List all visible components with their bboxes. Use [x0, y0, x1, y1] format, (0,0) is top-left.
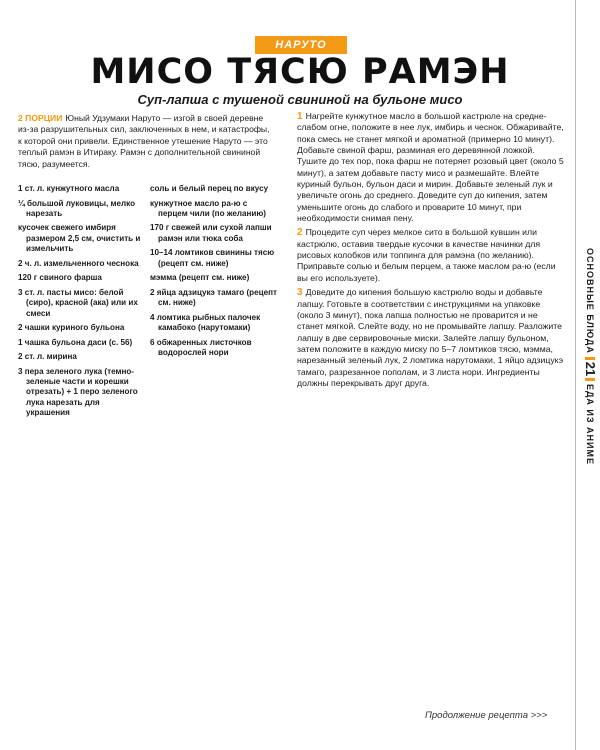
ingredient-item: соль и белый перец по вкусу — [150, 184, 269, 193]
ingredient-item: 2 ч. л. измельченного чеснока — [18, 258, 139, 268]
ingredient-item: 170 г свежей или сухой лапши рамэн или тюка соба — [150, 223, 272, 243]
intro-text: Юный Удзумаки Наруто — изгой в своей деревне из-за разрушительных сил, заключенных в нем, и катастрофы, к которой они привели. Единственное утешение Наруто — это теплый рамэн в Итираку. Рамэн с дополнительной свининой тясю, разумеется. — [18, 113, 270, 169]
ingredient-item: ¼ большой луковицы, мелко нарезать — [18, 198, 136, 218]
ingredient-item: 3 пера зеленого лука (темно-зеленые части и корешки отрезать) + 1 перо зеленого лука нарезать для украшения — [18, 366, 138, 418]
step-1 — [297, 111, 565, 224]
portions-label: 2 ПОРЦИИ — [18, 113, 63, 123]
step-number: 3 — [297, 287, 303, 299]
side-divider — [575, 0, 576, 750]
ingredient-item: мэмма (рецепт см. ниже) — [150, 273, 250, 283]
ingredient-item: 2 ст. л. мирина — [18, 352, 77, 362]
ingredient-item: 1 чашка бульона даси (с. 56) — [18, 337, 133, 347]
step-3 — [297, 287, 565, 389]
ingredient-item: 3 ст. л. пасты мисо: белой (сиро), красной (ака) или их смеси — [18, 287, 138, 318]
ingredient-item: 2 яйца адзицукэ тамаго (рецепт см. ниже) — [150, 287, 277, 308]
ingredient-item: 10–14 ломтиков свинины тясю (рецепт см. ниже) — [150, 248, 275, 268]
recipe-subtitle: Суп-лапша с тушеной свининой на бульоне мисо — [137, 92, 463, 107]
ingredient-item: 120 г свиного фарша — [18, 273, 102, 283]
step-text: Доведите до кипения большую кастрюлю воды и добавьте лапшу. Готовьте в соответствии с инструкциями на упаковке (около 3 минут), пока лапша полностью не проварится и не станет мягкой. Слейте воду, но не промывайте лапшу. Разложите лапшу в две сервировочные миски. Залейте лапшу бульоном, затем положите в каждую миску по 5–7 ломтиков тясю, мэмма, нарезанный зеленый лук, 2 ломтика нарутомаки, 1 яйцо адзицукэ тамаго, разрезанное пополам, и 3 листа нори. Ингредиенты должны перекрывать друг друга. — [297, 287, 564, 388]
ingredient-item: 1 ст. л. кунжутного масла — [18, 184, 120, 193]
ingredients-list-left — [18, 184, 145, 423]
ingredient-item: кунжутное масло ра-ю с перцем чили (по желанию) — [150, 198, 267, 218]
section-label: ОСНОВНЫЕ БЛЮДА — [585, 248, 595, 354]
ingredient-item: 2 чашки куриного бульона — [18, 323, 125, 333]
recipe-source-badge: НАРУТО — [255, 36, 347, 54]
recipe-title: МИСО ТЯСЮ РАМЭН — [90, 52, 510, 92]
step-number: 1 — [297, 111, 303, 122]
ingredient-item: 4 ломтика рыбных палочек камабоко (нарутомаки) — [150, 312, 261, 333]
page-number — [583, 360, 597, 378]
step-number: 2 — [297, 227, 303, 239]
step-text: Нагрейте кунжутное масло в большой кастрюле на средне-слабом огне, положите в нее лук, имбирь и чеснок. Обжаривайте, пока смесь не станет мягкой и ароматной (примерно 10 минут). Добавьте свиной фарш, разминая его деревянной ложкой. Тушите до тех пор, пока фарш не потеряет розовый цвет (около 5 минут), а затем добавьте пасту мисо и размешайте. Влейте куриный бульон, бульон даси и мирин. Добавьте зеленый лук и увеличьте огонь до среднего. Доведите суп до кипения, затем уменьшите огонь до слабого и проварите 10 минут, при необходимости снимая пену. — [297, 111, 564, 224]
recipe-intro — [18, 113, 273, 170]
side-tab — [583, 248, 597, 498]
ingredients-list-right — [150, 184, 278, 362]
ingredient-item: 6 обжаренных листочков водорослей нори — [150, 337, 252, 357]
book-title: ЕДА ИЗ АНИМЕ — [585, 383, 595, 465]
page-number-text: 21 — [583, 361, 599, 377]
step-2 — [297, 227, 565, 284]
ingredient-item: кусочек свежего имбиря размером 2,5 см, очистить и измельчить — [18, 223, 141, 254]
step-text: Процедите суп через мелкое сито в большой кувшин или кастрюлю, оставив твердые кусочки в качестве начинки для рисовых колобков или топпинга для рамэна (по желанию). Приправьте солью и белым перцем, а также маслом ра-ю (если вы его используете). — [297, 227, 556, 283]
recipe-steps — [297, 111, 565, 392]
continue-link: Продолжение рецепта >>> — [425, 710, 548, 721]
